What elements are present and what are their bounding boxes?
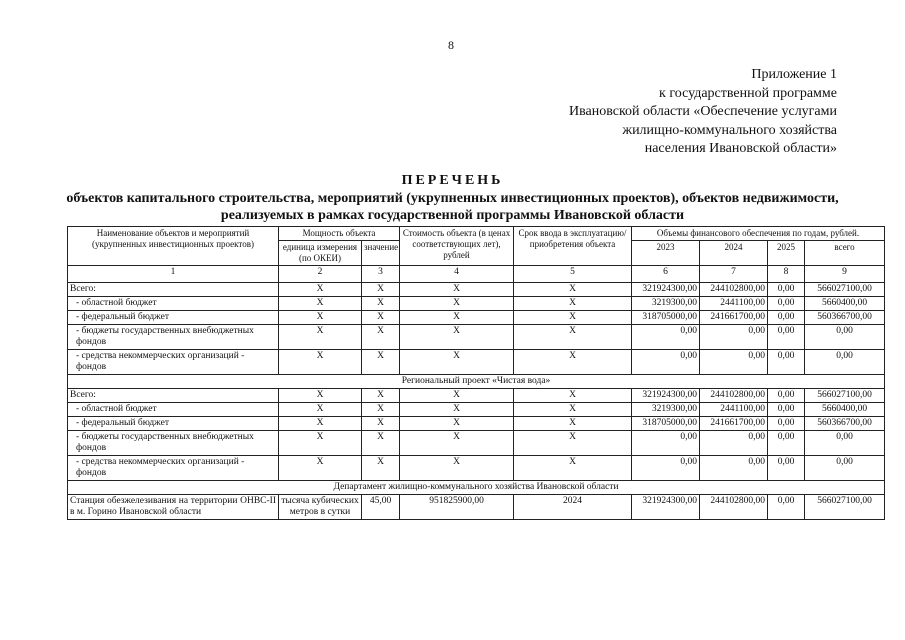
table-row xyxy=(68,350,885,375)
cell-2025: 0,00 xyxy=(768,311,805,325)
cell-cost: X xyxy=(400,297,514,311)
page-number: 8 xyxy=(448,38,454,52)
row-name: - бюджеты государственных внебюджетных фондов xyxy=(68,431,279,456)
cell-total: 5660400,00 xyxy=(805,297,885,311)
cell-value: X xyxy=(362,311,400,325)
cell-cost: X xyxy=(400,283,514,297)
cell-total: 566027100,00 xyxy=(805,389,885,403)
object-unit: тысяча кубических метров в сутки xyxy=(279,495,362,520)
col-number: 8 xyxy=(768,266,805,283)
cell-term: X xyxy=(514,389,632,403)
cell-unit: X xyxy=(279,297,362,311)
cell-2025: 0,00 xyxy=(768,417,805,431)
object-2024: 244102800,00 xyxy=(700,495,768,520)
cell-cost: X xyxy=(400,456,514,481)
cell-unit: X xyxy=(279,325,362,350)
cell-2023: 3219300,00 xyxy=(632,297,700,311)
cell-cost: X xyxy=(400,403,514,417)
objects-table xyxy=(67,226,885,520)
cell-total: 566027100,00 xyxy=(805,283,885,297)
cell-2024: 0,00 xyxy=(700,350,768,375)
cell-2025: 0,00 xyxy=(768,283,805,297)
cell-term: X xyxy=(514,403,632,417)
block-clean-water xyxy=(68,389,885,481)
cell-value: X xyxy=(362,297,400,311)
cell-unit: X xyxy=(279,403,362,417)
cell-2024: 244102800,00 xyxy=(700,389,768,403)
header-name: Наименование объектов и мероприятий (укрупненных инвестиционных проектов) xyxy=(68,227,279,266)
cell-total: 560366700,00 xyxy=(805,417,885,431)
col-number: 3 xyxy=(362,266,400,283)
row-name: Всего: xyxy=(68,389,279,403)
cell-2025: 0,00 xyxy=(768,325,805,350)
header-capacity: Мощность объекта xyxy=(279,227,400,241)
cell-value: X xyxy=(362,350,400,375)
table-row xyxy=(68,283,885,297)
cell-cost: X xyxy=(400,350,514,375)
cell-term: X xyxy=(514,417,632,431)
col-number: 7 xyxy=(700,266,768,283)
block-total xyxy=(68,283,885,375)
table-row xyxy=(68,417,885,431)
appendix-line: жилищно-коммунального хозяйства xyxy=(622,122,837,138)
row-name: - бюджеты государственных внебюджетных фондов xyxy=(68,325,279,350)
section-row: Департамент жилищно-коммунального хозяйства Ивановской области xyxy=(68,481,885,495)
table-row xyxy=(68,297,885,311)
cell-total: 0,00 xyxy=(805,431,885,456)
col-number: 6 xyxy=(632,266,700,283)
cell-2025: 0,00 xyxy=(768,297,805,311)
row-name: - федеральный бюджет xyxy=(68,417,279,431)
row-name: - средства некоммерческих организаций - фондов xyxy=(68,456,279,481)
cell-term: X xyxy=(514,456,632,481)
cell-2023: 0,00 xyxy=(632,456,700,481)
document-title: ПЕРЕЧЕНЬ xyxy=(401,173,504,188)
cell-2023: 321924300,00 xyxy=(632,283,700,297)
cell-term: X xyxy=(514,431,632,456)
cell-unit: X xyxy=(279,456,362,481)
cell-term: X xyxy=(514,325,632,350)
cell-cost: X xyxy=(400,311,514,325)
cell-2024: 0,00 xyxy=(700,431,768,456)
appendix-line: к государственной программе xyxy=(659,85,837,101)
object-term: 2024 xyxy=(514,495,632,520)
cell-value: X xyxy=(362,403,400,417)
object-total: 566027100,00 xyxy=(805,495,885,520)
table-row xyxy=(68,325,885,350)
cell-value: X xyxy=(362,389,400,403)
table-row xyxy=(68,431,885,456)
col-number: 2 xyxy=(279,266,362,283)
cell-cost: X xyxy=(400,417,514,431)
header-cost: Стоимость объекта (в ценах соответствующих лет), рублей xyxy=(400,227,514,266)
cell-value: X xyxy=(362,325,400,350)
cell-2023: 0,00 xyxy=(632,350,700,375)
document-subtitle: объектов капитального строительства, мероприятий (укрупненных инвестиционных проектов), объектов недвижимости, реализуемых в рамках государственной программы Ивановской области xyxy=(66,191,839,223)
cell-cost: X xyxy=(400,325,514,350)
row-name: - федеральный бюджет xyxy=(68,311,279,325)
header-term: Срок ввода в эксплуатацию/ приобретения объекта xyxy=(514,227,632,266)
cell-2023: 318705000,00 xyxy=(632,417,700,431)
object-value: 45,00 xyxy=(362,495,400,520)
table-row xyxy=(68,403,885,417)
cell-2024: 0,00 xyxy=(700,456,768,481)
cell-total: 560366700,00 xyxy=(805,311,885,325)
header-2025: 2025 xyxy=(768,241,805,266)
object-2025: 0,00 xyxy=(768,495,805,520)
header-total: всего xyxy=(805,241,885,266)
cell-2025: 0,00 xyxy=(768,456,805,481)
cell-2024: 2441100,00 xyxy=(700,403,768,417)
table-row xyxy=(68,495,885,520)
header-2024: 2024 xyxy=(700,241,768,266)
cell-total: 0,00 xyxy=(805,325,885,350)
cell-2023: 318705000,00 xyxy=(632,311,700,325)
table-row xyxy=(68,311,885,325)
row-name: Всего: xyxy=(68,283,279,297)
cell-2025: 0,00 xyxy=(768,431,805,456)
cell-2025: 0,00 xyxy=(768,389,805,403)
cell-unit: X xyxy=(279,417,362,431)
cell-value: X xyxy=(362,283,400,297)
appendix-note xyxy=(569,66,837,159)
cell-unit: X xyxy=(279,431,362,456)
row-name: - средства некоммерческих организаций - фондов xyxy=(68,350,279,375)
col-number: 9 xyxy=(805,266,885,283)
cell-2023: 3219300,00 xyxy=(632,403,700,417)
cell-total: 0,00 xyxy=(805,350,885,375)
cell-unit: X xyxy=(279,311,362,325)
cell-2023: 321924300,00 xyxy=(632,389,700,403)
cell-cost: X xyxy=(400,431,514,456)
col-number: 5 xyxy=(514,266,632,283)
header-2023: 2023 xyxy=(632,241,700,266)
header-funding: Объемы финансового обеспечения по годам, рублей. xyxy=(632,227,885,241)
cell-2024: 241661700,00 xyxy=(700,417,768,431)
cell-unit: X xyxy=(279,389,362,403)
object-name: Станция обезжелезивания на территории ОНВС-II в м. Горино Ивановской области xyxy=(68,495,279,520)
cell-value: X xyxy=(362,417,400,431)
cell-term: X xyxy=(514,283,632,297)
header-unit: единица измерения (по ОКЕИ) xyxy=(279,241,362,266)
cell-2023: 0,00 xyxy=(632,325,700,350)
appendix-line: Ивановской области «Обеспечение услугами xyxy=(568,104,837,119)
row-name: - областной бюджет xyxy=(68,403,279,417)
cell-cost: X xyxy=(400,389,514,403)
cell-value: X xyxy=(362,456,400,481)
row-name: - областной бюджет xyxy=(68,297,279,311)
cell-term: X xyxy=(514,297,632,311)
cell-2023: 0,00 xyxy=(632,431,700,456)
cell-2024: 2441100,00 xyxy=(700,297,768,311)
cell-term: X xyxy=(514,311,632,325)
cell-unit: X xyxy=(279,350,362,375)
appendix-line: населения Ивановской области» xyxy=(644,141,837,156)
appendix-line: Приложение 1 xyxy=(751,67,837,82)
object-cost: 951825900,00 xyxy=(400,495,514,520)
cell-value: X xyxy=(362,431,400,456)
cell-total: 0,00 xyxy=(805,456,885,481)
object-2023: 321924300,00 xyxy=(632,495,700,520)
cell-unit: X xyxy=(279,283,362,297)
header-value: значение xyxy=(362,241,400,266)
cell-2024: 244102800,00 xyxy=(700,283,768,297)
section-row: Региональный проект «Чистая вода» xyxy=(68,375,885,389)
cell-2025: 0,00 xyxy=(768,403,805,417)
cell-2025: 0,00 xyxy=(768,350,805,375)
col-number: 4 xyxy=(400,266,514,283)
table-row xyxy=(68,389,885,403)
cell-total: 5660400,00 xyxy=(805,403,885,417)
table-row xyxy=(68,456,885,481)
cell-2024: 241661700,00 xyxy=(700,311,768,325)
cell-term: X xyxy=(514,350,632,375)
cell-2024: 0,00 xyxy=(700,325,768,350)
col-number: 1 xyxy=(68,266,279,283)
